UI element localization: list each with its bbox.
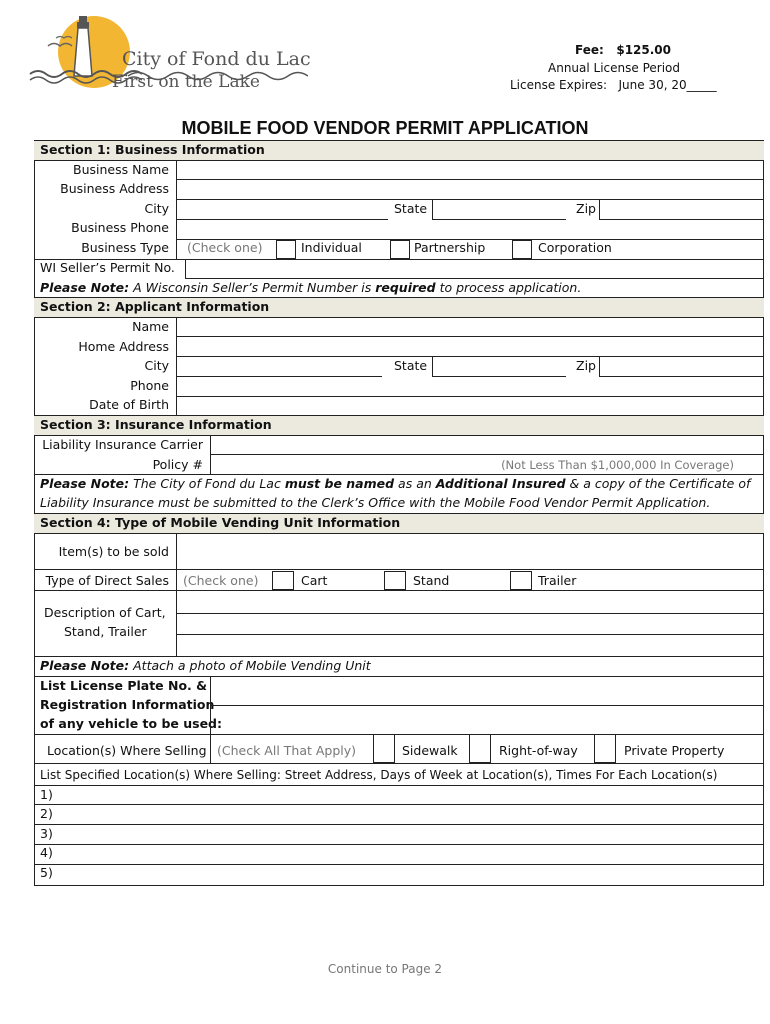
carrier-field[interactable] [210, 435, 763, 455]
label-seller-permit: WI Seller’s Permit No. [40, 260, 175, 275]
description-field[interactable] [176, 590, 763, 656]
section4-header [34, 513, 764, 534]
location-field-3[interactable] [34, 825, 764, 845]
business-address-field[interactable] [176, 180, 763, 200]
seller-permit-field[interactable] [185, 259, 763, 279]
insurance-note-line2: Liability Insurance must be submitted to the Clerk’s Office with the Mobile Food Vendor Permit Application. [40, 495, 711, 510]
location-entry-1: 1) [40, 787, 53, 802]
city-logo [28, 8, 311, 98]
continue-footer: Continue to Page 2 [327, 962, 443, 976]
label-plate-1: List License Plate No. & [40, 678, 208, 693]
logo-city-name: City of Fond du Lac [122, 48, 311, 70]
divider [34, 763, 764, 764]
divider [176, 634, 764, 635]
location-field-4[interactable] [34, 845, 764, 865]
section3-header [34, 415, 764, 436]
checkbox-trailer[interactable] [510, 571, 532, 590]
location-field-2[interactable] [34, 805, 764, 825]
license-expires: License Expires: June 30, 20_____ [510, 78, 717, 92]
applicant-state-field[interactable] [432, 357, 566, 377]
seller-permit-note: Please Note: A Wisconsin Seller’s Permit Number is required to process application. [40, 280, 582, 295]
label-home-address: Home Address [78, 339, 169, 354]
divider [34, 569, 764, 570]
label-applicant-city: City [144, 358, 169, 373]
divider [34, 474, 764, 475]
business-name-field[interactable] [176, 160, 763, 180]
divider [210, 734, 211, 764]
coverage-note: (Not Less Than $1,000,000 In Coverage) [501, 458, 734, 472]
divider [176, 570, 177, 590]
location-field-5[interactable] [34, 865, 764, 886]
section4-heading: Section 4: Type of Mobile Vending Unit Information [40, 515, 401, 530]
list-locations-label: List Specified Location(s) Where Selling: Street Address, Days of Week at Location(s), Times For Each Location(s) [40, 768, 718, 782]
section3-heading: Section 3: Insurance Information [40, 417, 272, 432]
label-city: City [144, 201, 169, 216]
check-all-label: (Check All That Apply) [217, 743, 357, 758]
label-type-sales: Type of Direct Sales [45, 573, 169, 588]
checkbox-cart[interactable] [272, 571, 294, 590]
label-applicant-state: State [394, 358, 428, 373]
label-zip: Zip [576, 201, 596, 216]
label-partnership: Partnership [414, 240, 486, 255]
license-period: Annual License Period [548, 61, 680, 75]
label-dob: Date of Birth [89, 397, 169, 412]
business-phone-field[interactable] [176, 220, 763, 240]
label-plate-3: of any vehicle to be used: [40, 716, 223, 731]
check-one-sales: (Check one) [183, 573, 259, 588]
label-policy: Policy # [152, 457, 203, 472]
label-right-of-way: Right-of-way [499, 743, 578, 758]
label-locations: Location(s) Where Selling [47, 743, 207, 758]
checkbox-partnership[interactable] [390, 240, 410, 259]
label-description-2: Stand, Trailer [64, 624, 147, 639]
label-sidewalk: Sidewalk [402, 743, 458, 758]
location-entry-2: 2) [40, 806, 53, 821]
checkbox-sidewalk[interactable] [373, 734, 395, 763]
label-plate-2: Registration Information [40, 697, 215, 712]
checkbox-right-of-way[interactable] [469, 734, 491, 763]
label-business-type: Business Type [81, 240, 169, 255]
divider [176, 613, 764, 614]
label-individual: Individual [301, 240, 362, 255]
checkbox-private-property[interactable] [594, 734, 616, 763]
fee-label: Fee: [575, 43, 604, 57]
logo-tagline: First on the Lake [112, 72, 260, 92]
label-trailer: Trailer [538, 573, 577, 588]
business-state-field[interactable] [432, 200, 566, 220]
label-corporation: Corporation [538, 240, 612, 255]
section2-header [34, 297, 764, 318]
applicant-zip-field[interactable] [599, 357, 763, 377]
label-stand: Stand [413, 573, 450, 588]
page-title: MOBILE FOOD VENDOR PERMIT APPLICATION [181, 118, 589, 138]
label-items-sold: Item(s) to be sold [58, 544, 169, 559]
location-entry-4: 4) [40, 845, 53, 860]
label-applicant-zip: Zip [576, 358, 596, 373]
divider [34, 734, 764, 735]
label-state: State [394, 201, 428, 216]
section1-header [34, 140, 764, 161]
divider [34, 656, 764, 657]
dob-field[interactable] [176, 397, 763, 416]
label-cart: Cart [301, 573, 328, 588]
section2-heading: Section 2: Applicant Information [40, 299, 270, 314]
label-carrier: Liability Insurance Carrier [42, 437, 203, 452]
location-field-1[interactable] [34, 785, 764, 805]
label-business-name: Business Name [73, 162, 169, 177]
location-entry-5: 5) [40, 865, 53, 880]
divider [176, 240, 177, 260]
label-description-1: Description of Cart, [44, 605, 166, 620]
label-name: Name [132, 319, 169, 334]
label-phone: Phone [130, 378, 169, 393]
checkbox-corporation[interactable] [512, 240, 532, 259]
label-business-phone: Business Phone [71, 220, 169, 235]
fee-line [575, 43, 671, 57]
insurance-note-line1: Please Note: The City of Fond du Lac must be named as an Additional Insured & a copy of the Certificate of [40, 476, 751, 491]
checkbox-individual[interactable] [276, 240, 296, 259]
applicant-phone-field[interactable] [176, 377, 763, 397]
location-entry-3: 3) [40, 826, 53, 841]
business-city-field[interactable] [176, 200, 388, 220]
check-one-label: (Check one) [187, 240, 263, 255]
checkbox-stand[interactable] [384, 571, 406, 590]
applicant-name-field[interactable] [176, 317, 763, 337]
photo-note: Please Note: Attach a photo of Mobile Vending Unit [40, 658, 371, 673]
label-private-property: Private Property [624, 743, 725, 758]
business-zip-field[interactable] [599, 200, 763, 220]
items-sold-field[interactable] [176, 533, 763, 570]
home-address-field[interactable] [176, 337, 763, 357]
applicant-city-field[interactable] [176, 357, 382, 377]
section1-heading: Section 1: Business Information [40, 142, 265, 157]
divider [210, 705, 764, 706]
label-business-address: Business Address [60, 181, 169, 196]
fee-value: $125.00 [616, 43, 671, 57]
